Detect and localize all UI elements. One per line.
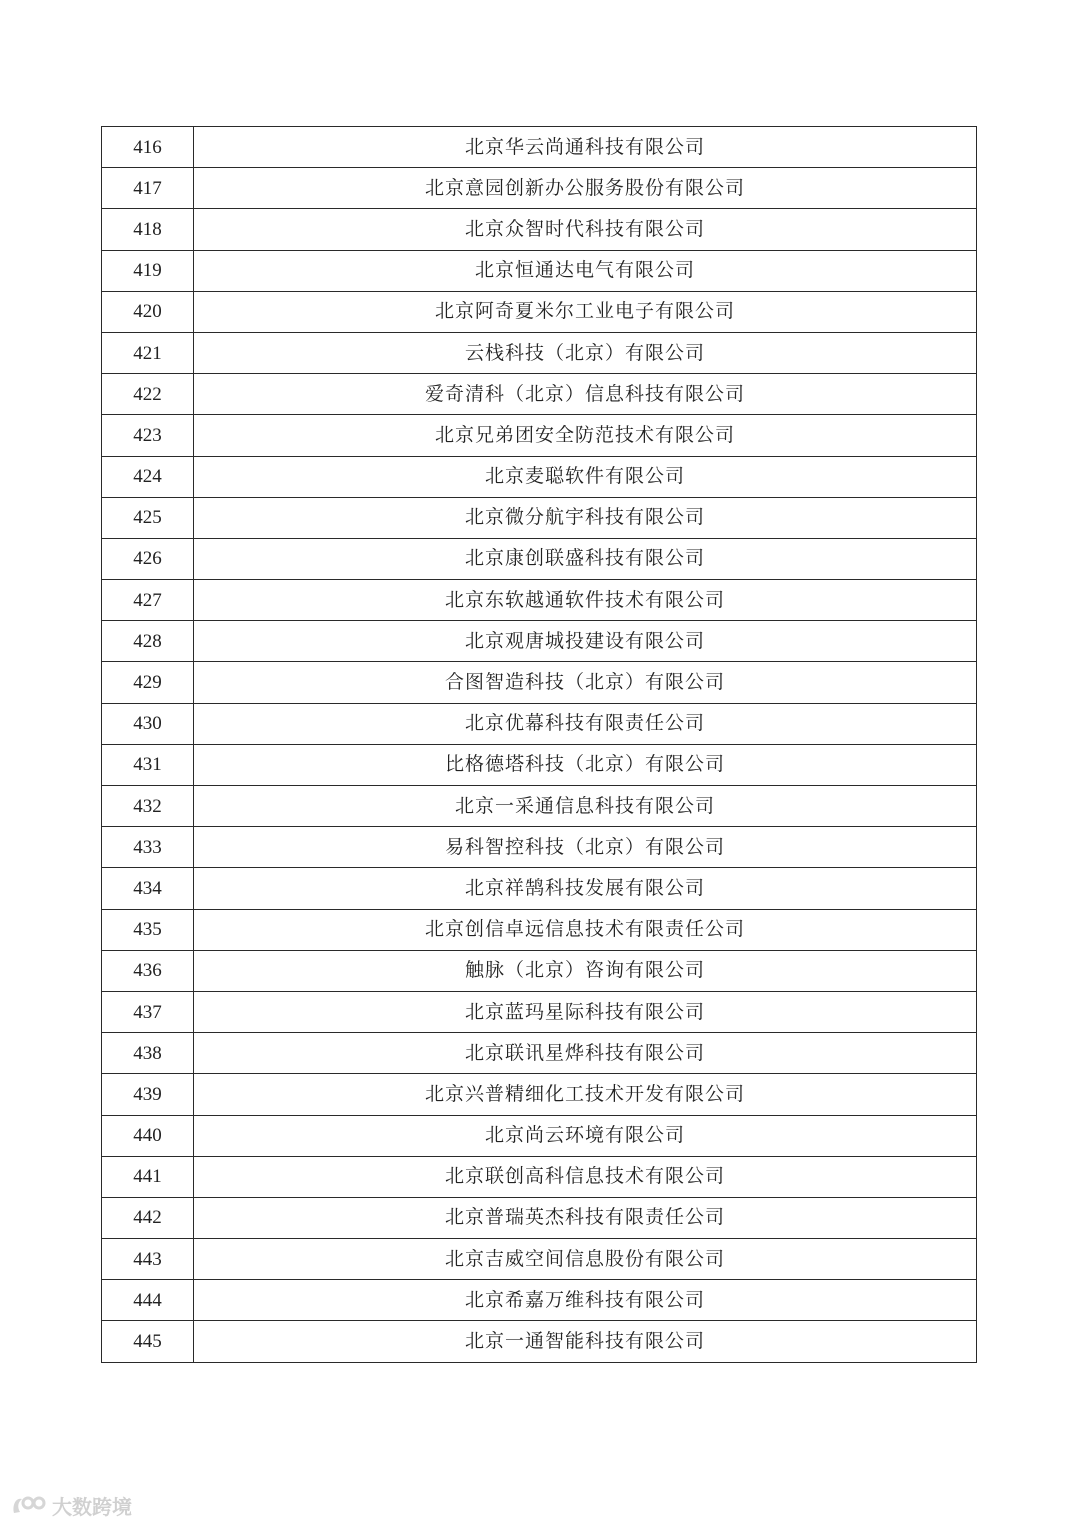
table-row — [102, 538, 977, 579]
row-number: 428 — [102, 621, 194, 662]
table-row — [102, 662, 977, 703]
table-row — [102, 374, 977, 415]
row-number: 445 — [102, 1321, 194, 1362]
table-row — [102, 991, 977, 1032]
company-name: 易科智控科技（北京）有限公司 — [194, 827, 977, 868]
row-number: 426 — [102, 538, 194, 579]
row-number: 440 — [102, 1115, 194, 1156]
row-number: 417 — [102, 168, 194, 209]
company-name: 北京一采通信息科技有限公司 — [194, 786, 977, 827]
table-row — [102, 703, 977, 744]
table-row — [102, 621, 977, 662]
company-name: 北京创信卓远信息技术有限责任公司 — [194, 909, 977, 950]
table-row — [102, 1033, 977, 1074]
table-row — [102, 127, 977, 168]
watermark-logo-icon — [10, 1493, 46, 1517]
company-name: 北京麦聪软件有限公司 — [194, 456, 977, 497]
company-name: 北京普瑞英杰科技有限责任公司 — [194, 1197, 977, 1238]
row-number: 439 — [102, 1074, 194, 1115]
table-row — [102, 786, 977, 827]
company-table-body — [102, 127, 977, 1363]
row-number: 427 — [102, 580, 194, 621]
company-name: 北京兴普精细化工技术开发有限公司 — [194, 1074, 977, 1115]
row-number: 433 — [102, 827, 194, 868]
table-row — [102, 1156, 977, 1197]
company-name: 北京微分航宇科技有限公司 — [194, 497, 977, 538]
table-row — [102, 868, 977, 909]
company-name: 北京康创联盛科技有限公司 — [194, 538, 977, 579]
company-name: 北京阿奇夏米尔工业电子有限公司 — [194, 291, 977, 332]
row-number: 442 — [102, 1197, 194, 1238]
row-number: 421 — [102, 332, 194, 373]
row-number: 422 — [102, 374, 194, 415]
company-name: 云栈科技（北京）有限公司 — [194, 332, 977, 373]
row-number: 443 — [102, 1239, 194, 1280]
table-row — [102, 168, 977, 209]
row-number: 416 — [102, 127, 194, 168]
table-row — [102, 909, 977, 950]
table-row — [102, 1115, 977, 1156]
row-number: 429 — [102, 662, 194, 703]
table-row — [102, 291, 977, 332]
table-row — [102, 1239, 977, 1280]
table-row — [102, 497, 977, 538]
company-name: 北京观唐城投建设有限公司 — [194, 621, 977, 662]
table-row — [102, 456, 977, 497]
row-number: 432 — [102, 786, 194, 827]
row-number: 425 — [102, 497, 194, 538]
company-list-table — [101, 126, 977, 1363]
row-number: 430 — [102, 703, 194, 744]
company-name: 北京一通智能科技有限公司 — [194, 1321, 977, 1362]
company-name: 北京祥鹄科技发展有限公司 — [194, 868, 977, 909]
table-row — [102, 415, 977, 456]
table-row — [102, 1197, 977, 1238]
row-number: 437 — [102, 991, 194, 1032]
table-row — [102, 827, 977, 868]
row-number: 418 — [102, 209, 194, 250]
row-number: 420 — [102, 291, 194, 332]
company-name: 北京吉威空间信息股份有限公司 — [194, 1239, 977, 1280]
company-name: 北京众智时代科技有限公司 — [194, 209, 977, 250]
row-number: 444 — [102, 1280, 194, 1321]
company-name: 北京希嘉万维科技有限公司 — [194, 1280, 977, 1321]
table-row — [102, 950, 977, 991]
company-name: 爱奇清科（北京）信息科技有限公司 — [194, 374, 977, 415]
table-row — [102, 209, 977, 250]
row-number: 434 — [102, 868, 194, 909]
row-number: 419 — [102, 250, 194, 291]
company-name: 触脉（北京）咨询有限公司 — [194, 950, 977, 991]
row-number: 441 — [102, 1156, 194, 1197]
table-row — [102, 1280, 977, 1321]
company-name: 北京华云尚通科技有限公司 — [194, 127, 977, 168]
company-name: 北京东软越通软件技术有限公司 — [194, 580, 977, 621]
row-number: 438 — [102, 1033, 194, 1074]
company-name: 比格德塔科技（北京）有限公司 — [194, 744, 977, 785]
company-name: 北京蓝玛星际科技有限公司 — [194, 991, 977, 1032]
table-row — [102, 580, 977, 621]
company-name: 北京优幕科技有限责任公司 — [194, 703, 977, 744]
company-name: 北京兄弟团安全防范技术有限公司 — [194, 415, 977, 456]
row-number: 435 — [102, 909, 194, 950]
company-name: 北京联创高科信息技术有限公司 — [194, 1156, 977, 1197]
table-row — [102, 744, 977, 785]
table-row — [102, 332, 977, 373]
row-number: 423 — [102, 415, 194, 456]
company-name: 北京尚云环境有限公司 — [194, 1115, 977, 1156]
company-name: 合图智造科技（北京）有限公司 — [194, 662, 977, 703]
watermark — [10, 1491, 132, 1519]
company-name: 北京恒通达电气有限公司 — [194, 250, 977, 291]
table-row — [102, 250, 977, 291]
row-number: 431 — [102, 744, 194, 785]
table-row — [102, 1321, 977, 1362]
watermark-text: 大数跨境 — [52, 1494, 132, 1519]
row-number: 424 — [102, 456, 194, 497]
company-name: 北京联讯星烨科技有限公司 — [194, 1033, 977, 1074]
row-number: 436 — [102, 950, 194, 991]
company-name: 北京意园创新办公服务股份有限公司 — [194, 168, 977, 209]
table-row — [102, 1074, 977, 1115]
